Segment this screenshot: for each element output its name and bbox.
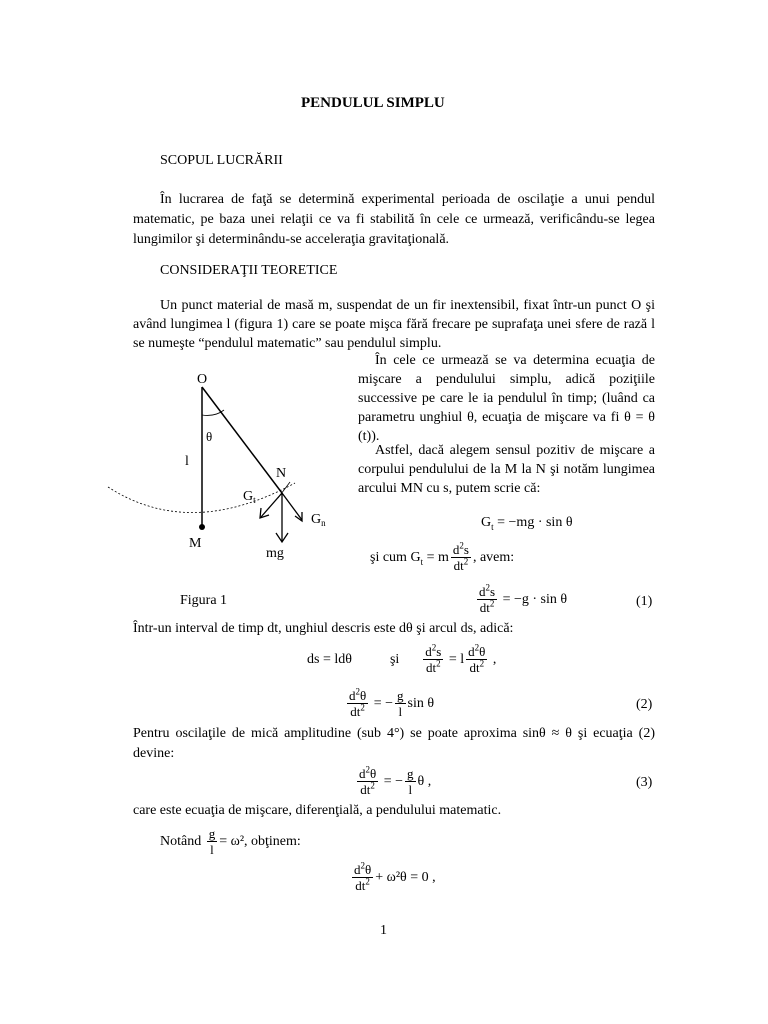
label-l: l bbox=[185, 454, 189, 469]
pendulum-figure bbox=[100, 365, 360, 565]
equation-3-number: (3) bbox=[636, 775, 653, 790]
figure-caption: Figura 1 bbox=[180, 593, 228, 608]
differential-text: care este ecuaţia de mişcare, diferenţială, a pendulului matematic. bbox=[133, 803, 502, 818]
equation-1: $\frac{d^2s}{dt^2}$ = −g · sin θ bbox=[479, 582, 568, 616]
interval-text: Într-un interval de timp dt, unghiul descris este dθ şi arcul ds, adică: bbox=[133, 621, 514, 636]
final-equation: $\frac{d^2\theta}{dt^2}$ + ω²θ = 0 , bbox=[354, 860, 436, 894]
label-gt: $G_t$ bbox=[243, 489, 256, 505]
theory-paragraph: Un punct material de masă m, suspendat de un fir inextensibil, fixat într-un punct O şi având lungimea l (figura 1) care se poate mişca fără frecare pe suprafaţa unei sfere de rază l se numeşte “pendulul matematic” sau pendulul simplu. bbox=[133, 298, 655, 351]
equation-2-number: (2) bbox=[636, 697, 653, 712]
page-title: PENDULUL SIMPLU bbox=[301, 95, 445, 111]
mass-point-m bbox=[199, 524, 205, 530]
notation-line: Notând $\frac{g}{l}$ = ω², obţinem: bbox=[160, 826, 301, 858]
equation-si-cum: şi cum $G_t = m$ $\frac{d^2s}{dt^2}$ , avem: bbox=[370, 540, 515, 574]
small-amplitude-paragraph: Pentru oscilaţile de mică amplitudine (sub 4°) se poate aproxima sinθ ≈ θ şi ecuaţia (2) devine: bbox=[133, 726, 655, 761]
label-gn: $G_n$ bbox=[311, 512, 326, 528]
label-theta: θ bbox=[206, 429, 213, 444]
string-displaced bbox=[202, 387, 282, 493]
equation-3: $\frac{d^2\theta}{dt^2}$ = − $\frac{g}{l}$ θ , bbox=[359, 764, 432, 798]
label-m: M bbox=[189, 536, 202, 551]
page-number: 1 bbox=[380, 923, 387, 938]
equation-2: $\frac{d^2\theta}{dt^2}$ = − $\frac{g}{l}$ sin θ bbox=[349, 686, 435, 720]
equation-1-number: (1) bbox=[636, 594, 653, 609]
label-n: N bbox=[276, 466, 287, 481]
section-heading-scope: SCOPUL LUCRĂRII bbox=[160, 153, 283, 168]
intro-paragraph: În lucrarea de faţă se determină experimental perioada de oscilaţie a unui pendul matematic, pe baza unei relaţii ce va fi stabilită în cele ce urmează, verificându-se legea lungimilor şi determinându-se acceleraţia gravitaţională. bbox=[133, 192, 655, 247]
label-mg: mg bbox=[266, 546, 284, 561]
section-heading-theory: CONSIDERAŢII TEORETICE bbox=[160, 263, 338, 278]
gn-arrowhead bbox=[295, 512, 302, 521]
label-o: O bbox=[197, 372, 208, 387]
equation-ds: ds = ldθ şi $\frac{d^2s}{dt^2}$ = l $\frac{d^2\theta}{dt^2}$ , bbox=[307, 642, 497, 676]
equation-intro-paragraph: În cele ce urmează se va determina ecuaţia de mişcare a pendulului simplu, adică poziţiile successive pe care le ia pendulul în timp; (luând ca parametru unghiul θ, ecuaţia de mişcare va fi θ = θ (t)). bbox=[358, 353, 655, 444]
direction-paragraph: Astfel, dacă alegem sensul pozitiv de mişcare a corpului pendulului de la M la N şi notăm lungimea arcului MN cu s, putem scrie că: bbox=[358, 443, 655, 496]
equation-gt: $G_t = -mg \cdot \sin \theta$ bbox=[481, 515, 573, 532]
gn-arrow bbox=[282, 493, 302, 520]
